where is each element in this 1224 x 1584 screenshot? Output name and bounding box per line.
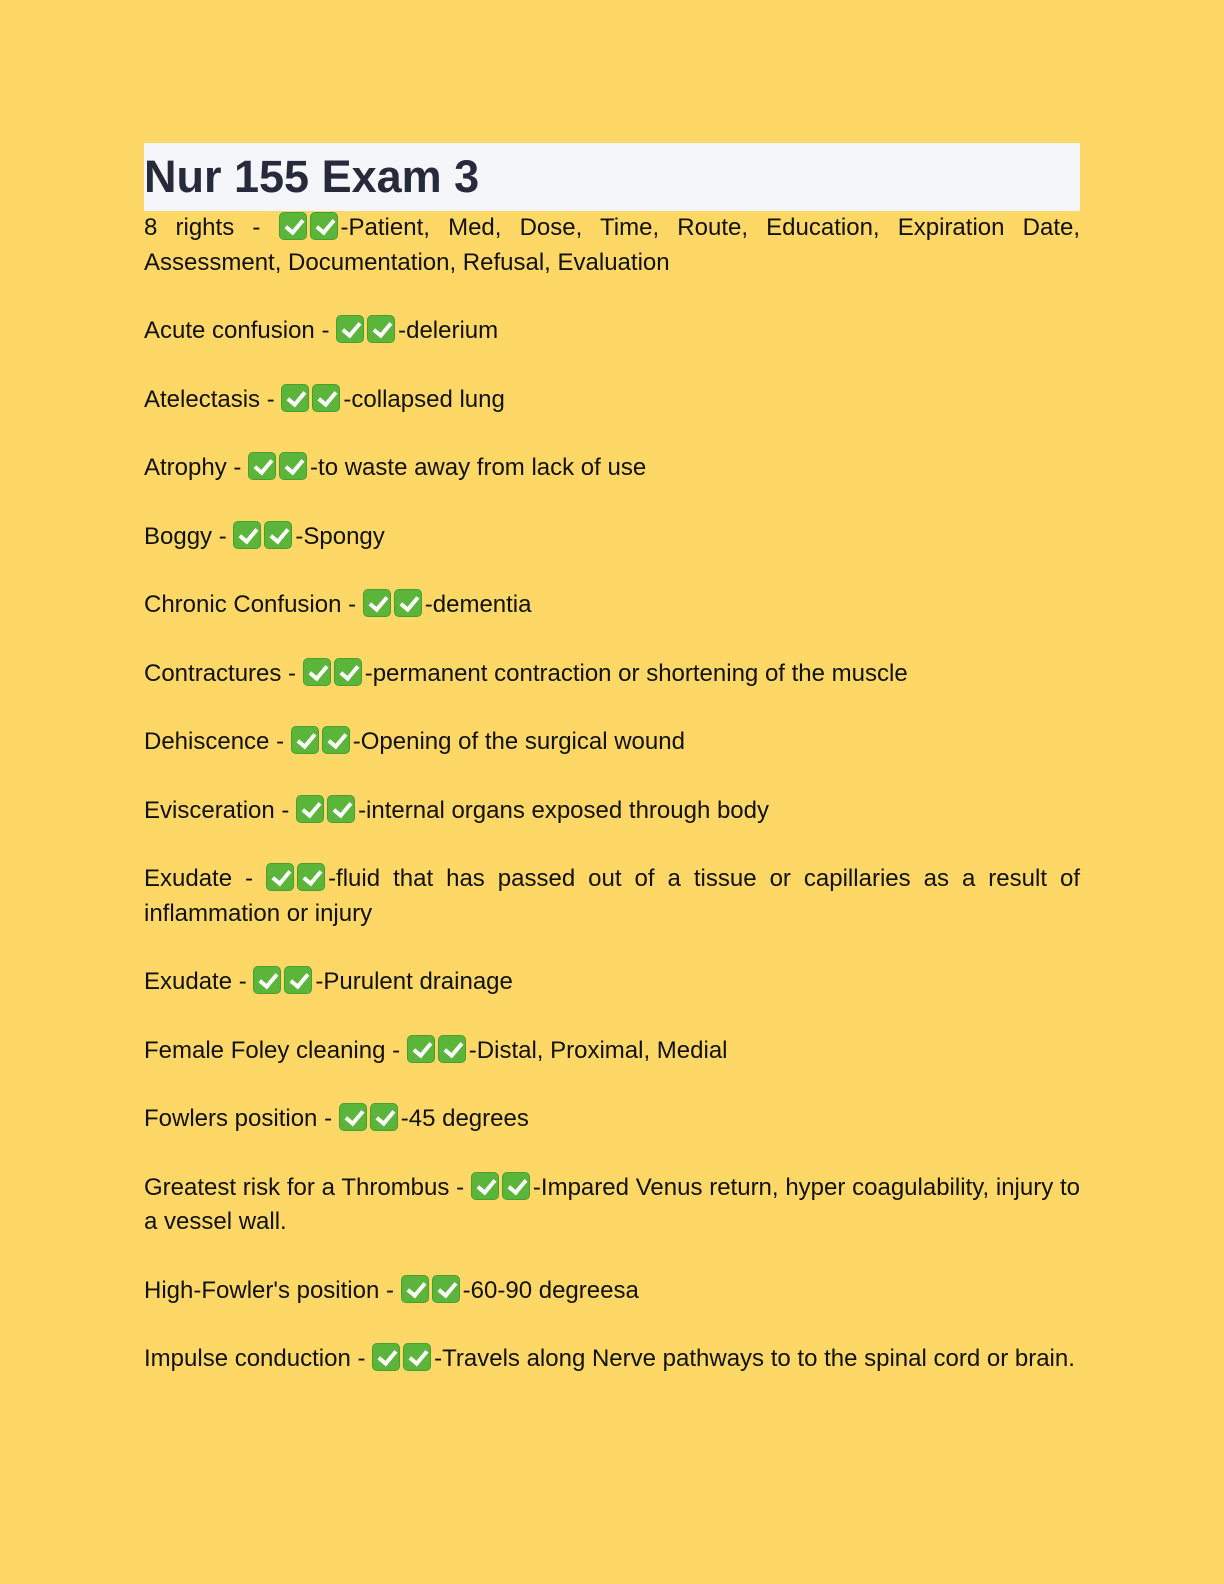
check-mark-icon bbox=[502, 1172, 530, 1200]
check-mark-icon bbox=[253, 966, 281, 994]
entry-separator: - bbox=[379, 1276, 401, 1304]
entry-definition: -Travels along Nerve pathways to to the spinal cord or brain. bbox=[434, 1345, 1075, 1372]
entry-separator: - bbox=[234, 214, 279, 241]
list-item bbox=[144, 794, 1080, 829]
list-item bbox=[144, 862, 1080, 931]
check-marks bbox=[233, 523, 295, 550]
check-mark-icon bbox=[291, 726, 319, 754]
check-mark-icon bbox=[322, 726, 350, 754]
check-mark-icon bbox=[339, 1103, 367, 1131]
entry-term: 8 rights bbox=[144, 214, 235, 241]
page-title: Nur 155 Exam 3 bbox=[144, 151, 480, 202]
check-marks bbox=[253, 968, 315, 995]
entry-definition: -permanent contraction or shortening of the muscle bbox=[364, 659, 908, 687]
check-mark-icon bbox=[303, 658, 331, 686]
list-item bbox=[144, 1342, 1080, 1377]
list-item bbox=[144, 588, 1080, 623]
check-marks bbox=[291, 728, 353, 755]
check-marks bbox=[266, 865, 328, 892]
check-mark-icon bbox=[266, 863, 294, 891]
entry-separator: - bbox=[385, 1036, 407, 1064]
entry-separator: - bbox=[350, 1345, 373, 1372]
check-mark-icon bbox=[401, 1275, 429, 1303]
entry-definition: -Impared Venus return, hyper coagulability, injury to a vessel wall. bbox=[144, 1173, 1081, 1235]
list-item bbox=[144, 1034, 1080, 1069]
entry-term: Atrophy bbox=[144, 454, 227, 481]
list-item bbox=[144, 657, 1080, 692]
check-mark-icon bbox=[407, 1035, 435, 1063]
entry-definition: -dementia bbox=[424, 591, 532, 618]
entry-separator: - bbox=[314, 317, 337, 344]
document-page bbox=[144, 143, 1080, 1411]
check-mark-icon bbox=[312, 384, 340, 412]
check-marks bbox=[281, 386, 343, 413]
check-mark-icon bbox=[297, 863, 325, 891]
check-mark-icon bbox=[296, 795, 324, 823]
entry-term: Chronic Confusion bbox=[144, 591, 342, 618]
check-marks bbox=[303, 660, 365, 687]
check-mark-icon bbox=[370, 1103, 398, 1131]
entry-separator: - bbox=[274, 796, 297, 824]
list-item bbox=[144, 314, 1080, 349]
check-mark-icon bbox=[233, 521, 261, 549]
entry-term: Contractures bbox=[144, 659, 282, 687]
check-marks bbox=[248, 454, 310, 481]
check-mark-icon bbox=[284, 966, 312, 994]
check-mark-icon bbox=[281, 384, 309, 412]
list-item bbox=[144, 965, 1080, 1000]
entry-term: Atelectasis bbox=[144, 385, 261, 413]
entry-term: Female Foley cleaning bbox=[144, 1036, 386, 1064]
check-marks bbox=[471, 1174, 533, 1201]
entry-definition: -internal organs exposed through body bbox=[358, 796, 770, 824]
list-item bbox=[144, 520, 1080, 555]
title-bar bbox=[144, 143, 1080, 211]
list-item bbox=[144, 211, 1080, 280]
entry-definition: -collapsed lung bbox=[343, 385, 505, 413]
check-mark-icon bbox=[394, 589, 422, 617]
check-mark-icon bbox=[327, 795, 355, 823]
check-marks bbox=[372, 1345, 434, 1372]
check-mark-icon bbox=[471, 1172, 499, 1200]
entry-definition: -Opening of the surgical wound bbox=[352, 728, 685, 755]
check-mark-icon bbox=[264, 521, 292, 549]
check-mark-icon bbox=[334, 658, 362, 686]
check-marks bbox=[339, 1105, 401, 1132]
entry-term: Evisceration bbox=[144, 796, 275, 824]
list-item bbox=[144, 725, 1080, 760]
entry-definition: -45 degrees bbox=[400, 1105, 529, 1132]
entry-separator: - bbox=[269, 728, 291, 755]
entry-separator: - bbox=[260, 385, 282, 413]
check-marks bbox=[336, 317, 398, 344]
entry-separator: - bbox=[232, 968, 254, 995]
check-mark-icon bbox=[403, 1343, 431, 1371]
entry-definition: -60-90 degreesa bbox=[462, 1276, 639, 1304]
check-marks bbox=[296, 797, 358, 824]
entry-term: Greatest risk for a Thrombus bbox=[144, 1173, 450, 1201]
entry-list bbox=[144, 211, 1080, 1377]
list-item bbox=[144, 1171, 1080, 1240]
list-item bbox=[144, 383, 1080, 418]
check-mark-icon bbox=[279, 452, 307, 480]
entry-separator: - bbox=[449, 1173, 471, 1201]
entry-definition: -to waste away from lack of use bbox=[310, 454, 647, 481]
entry-term: Boggy bbox=[144, 522, 213, 550]
check-mark-icon bbox=[372, 1343, 400, 1371]
check-marks bbox=[363, 591, 425, 618]
entry-separator: - bbox=[317, 1105, 339, 1132]
entry-separator: - bbox=[212, 522, 234, 550]
check-mark-icon bbox=[310, 212, 338, 240]
check-mark-icon bbox=[438, 1035, 466, 1063]
entry-term: Acute confusion bbox=[144, 317, 315, 344]
entry-definition: -delerium bbox=[398, 317, 499, 344]
entry-definition: -Patient, Med, Dose, Time, Route, Education, Expiration Date, Assessment, Documentation, Refusal, Evaluation bbox=[144, 214, 1081, 276]
check-mark-icon bbox=[248, 452, 276, 480]
check-mark-icon bbox=[432, 1275, 460, 1303]
entry-term: High-Fowler's position bbox=[144, 1276, 380, 1304]
check-mark-icon bbox=[363, 589, 391, 617]
check-marks bbox=[279, 214, 341, 241]
list-item bbox=[144, 1102, 1080, 1137]
list-item bbox=[144, 1274, 1080, 1309]
entry-definition: -fluid that has passed out of a tissue or capillaries as a result of inflammation or injury bbox=[144, 865, 1080, 927]
entry-separator: - bbox=[281, 659, 303, 687]
entry-separator: - bbox=[341, 591, 363, 618]
entry-term: Impulse conduction bbox=[144, 1345, 351, 1372]
entry-term: Dehiscence bbox=[144, 728, 270, 755]
check-mark-icon bbox=[279, 212, 307, 240]
entry-definition: -Purulent drainage bbox=[315, 968, 513, 995]
entry-separator: - bbox=[232, 865, 267, 892]
entry-definition: -Distal, Proximal, Medial bbox=[468, 1036, 728, 1064]
check-mark-icon bbox=[336, 315, 364, 343]
check-marks bbox=[401, 1277, 463, 1304]
check-marks bbox=[407, 1037, 469, 1064]
check-mark-icon bbox=[367, 315, 395, 343]
entry-definition: -Spongy bbox=[295, 522, 385, 550]
entry-term: Exudate bbox=[144, 968, 233, 995]
entry-term: Fowlers position bbox=[144, 1105, 318, 1132]
entry-term: Exudate bbox=[144, 865, 233, 892]
list-item bbox=[144, 451, 1080, 486]
entry-separator: - bbox=[226, 454, 249, 481]
